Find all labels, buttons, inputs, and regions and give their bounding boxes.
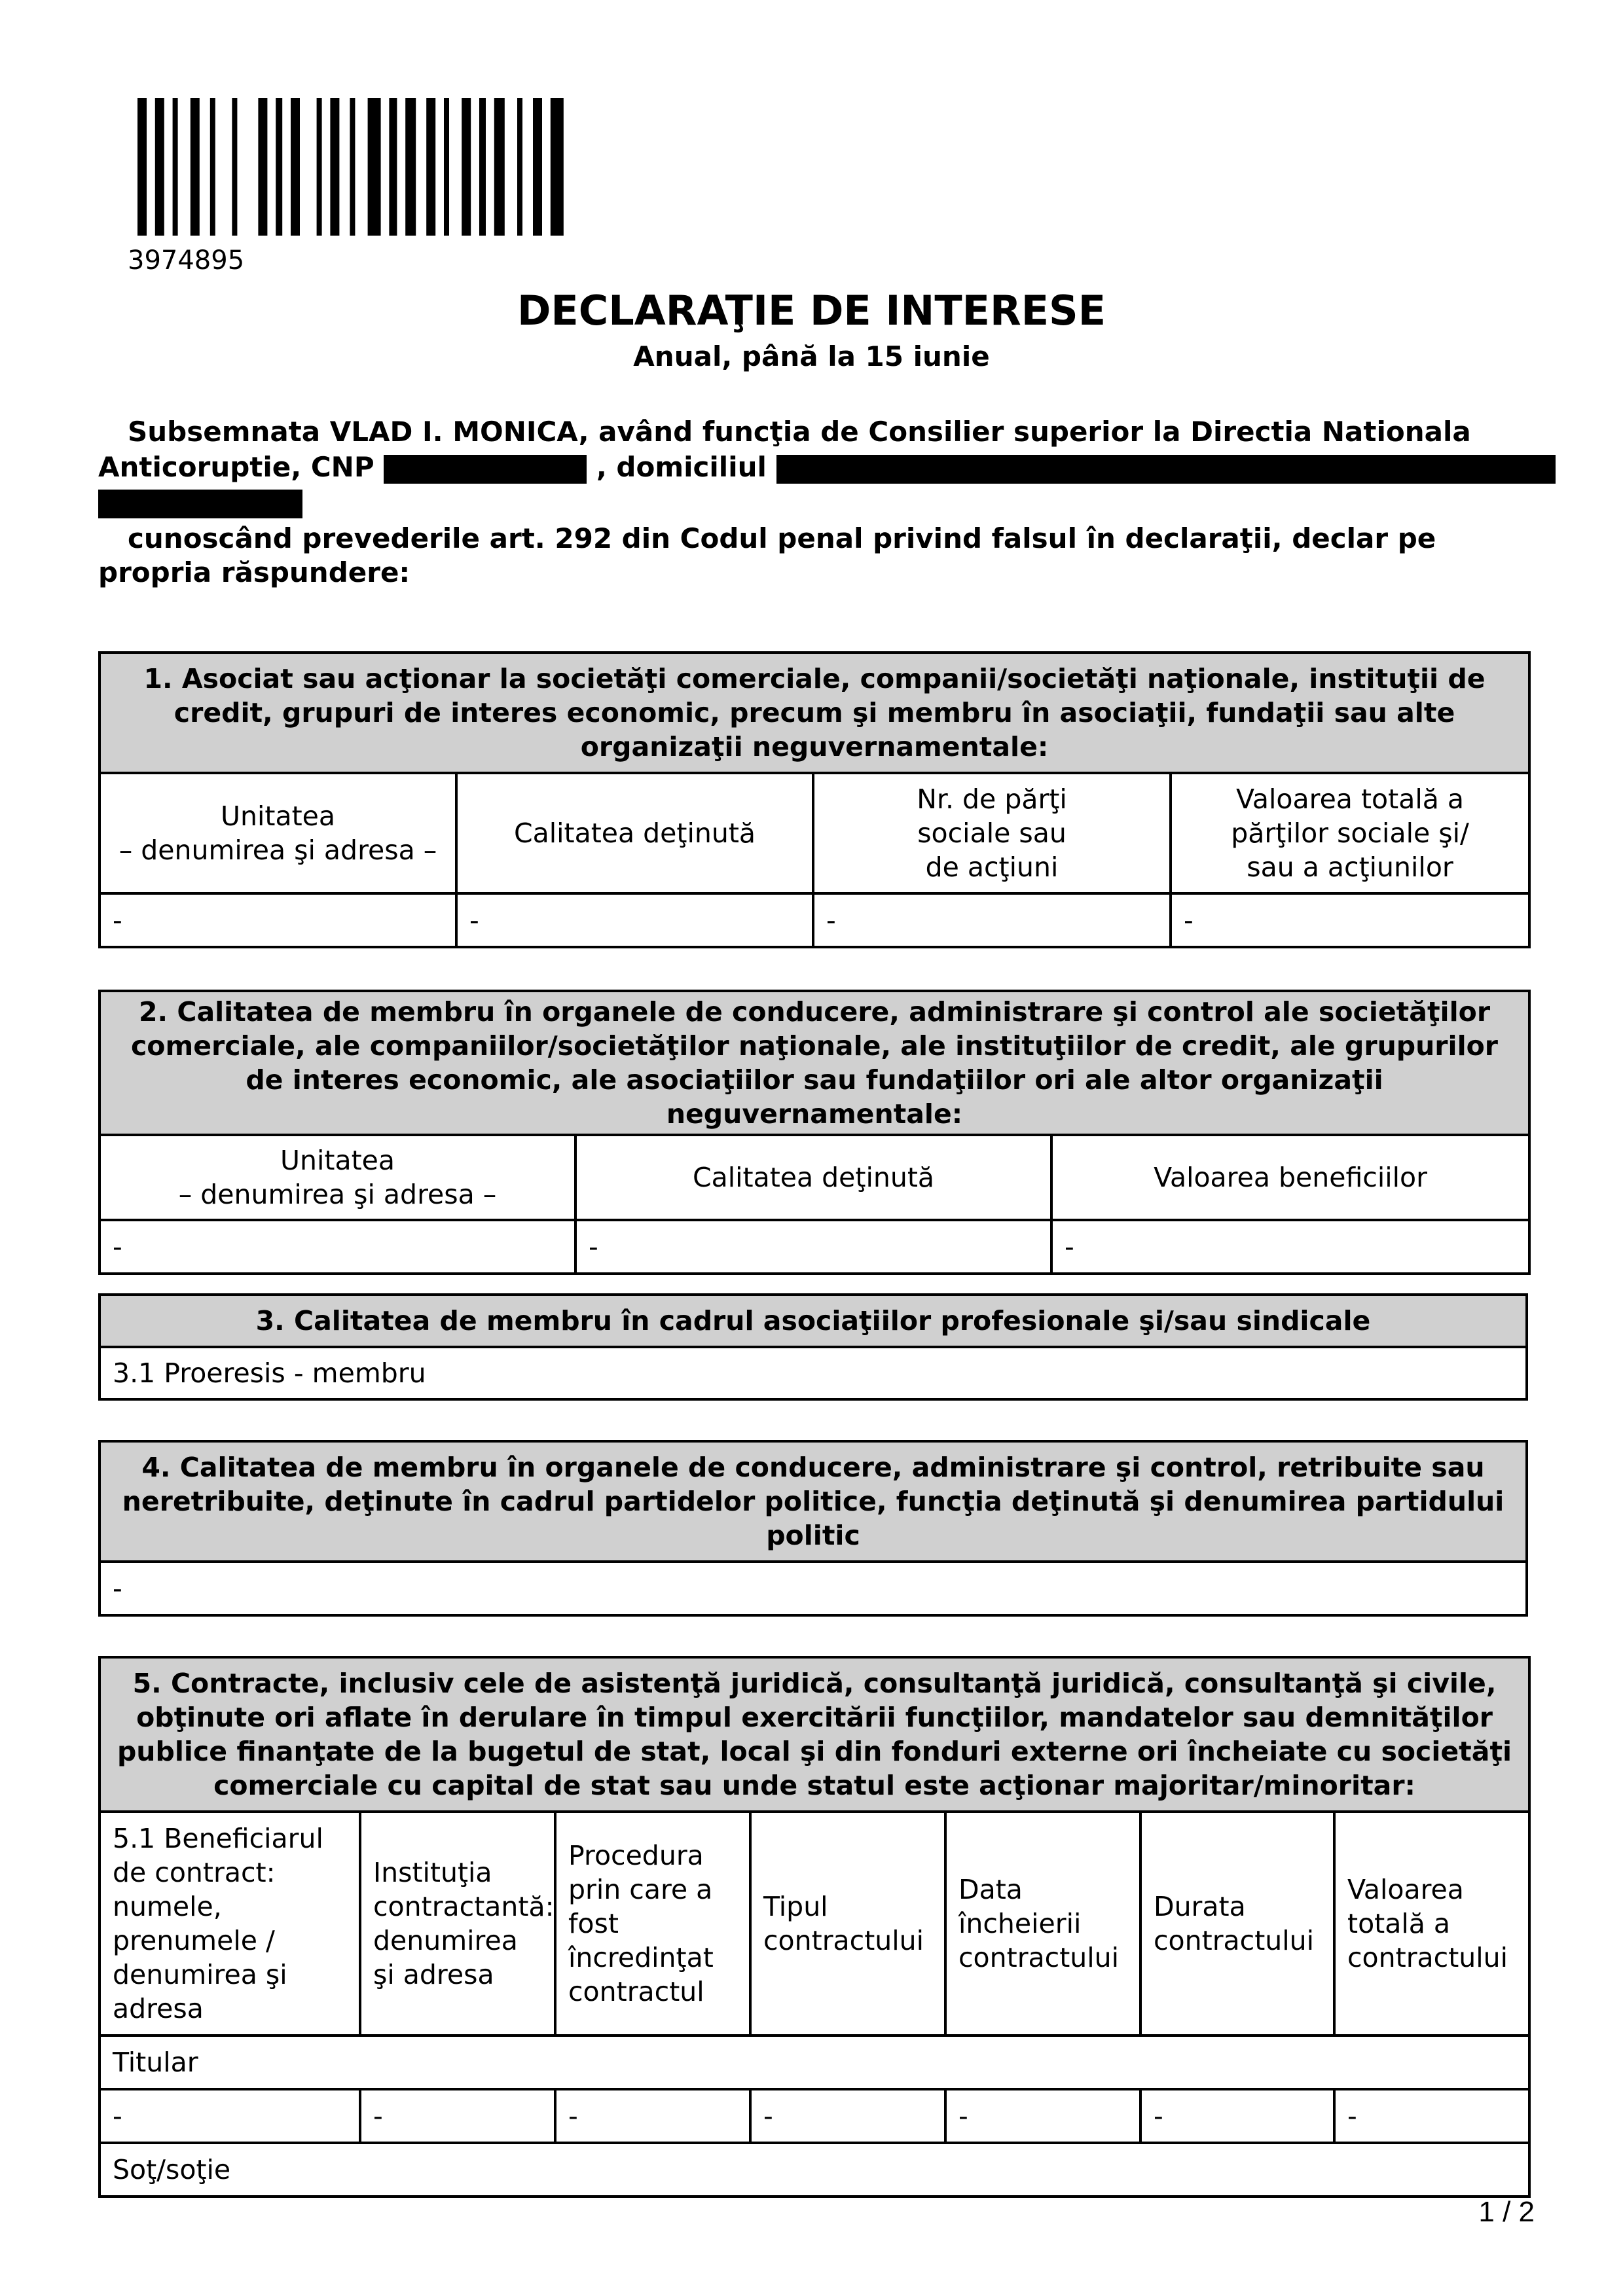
s5-cell: -	[750, 2089, 945, 2143]
page-subtitle: Anual, până la 15 iunie	[633, 340, 990, 372]
s1-cell: -	[813, 893, 1171, 947]
domiciliu-label: , domiciliul	[596, 451, 767, 483]
s2-col-valoarea: Valoarea beneficiilor	[1051, 1135, 1529, 1220]
section-5-header: 5. Contracte, inclusiv cele de asistenţă juridică, consultanţă juridică, consultanţă şi civile, obţinute ori aflate în derulare în timpul exercitării funcţiilor, mandatelor sau demnităţilor publice finanţate de la bugetul de stat, local şi din fonduri externe ori încheiate cu societăţi comerciale cu capital de stat sau unde statul este acţionar majoritar/minoritar:	[100, 1657, 1529, 1812]
intro-line-2	[98, 450, 1556, 484]
section-1-table	[98, 651, 1531, 948]
s1-col-unitatea: Unitatea – denumirea şi adresa –	[100, 773, 456, 893]
s1-col-calitatea: Calitatea deţinută	[456, 773, 813, 893]
section-5-table	[98, 1656, 1531, 2198]
cnp-label: Anticoruptie, CNP	[98, 451, 374, 483]
s5-col-valoarea: Valoarea totală a contractului	[1334, 1812, 1529, 2036]
s2-cell: -	[1051, 1220, 1529, 1274]
section-2-table	[98, 990, 1531, 1275]
section-3-header: 3. Calitatea de membru în cadrul asociaţiilor profesionale şi/sau sindicale	[100, 1295, 1527, 1347]
s1-col-valoarea: Valoarea totală a părţilor sociale şi/ sau a acţiunilor	[1171, 773, 1529, 893]
s5-col-procedura: Procedura prin care a fost încredinţat contractul	[555, 1812, 750, 2036]
s5-col-durata: Durata contractului	[1140, 1812, 1334, 2036]
address-redaction-cont	[98, 490, 302, 518]
s1-cell: -	[100, 893, 456, 947]
s1-cell: -	[1171, 893, 1529, 947]
page-number: 1 / 2	[1478, 2196, 1535, 2228]
s5-cell: -	[1140, 2089, 1334, 2143]
address-redaction	[776, 455, 1556, 484]
cnp-redaction	[384, 455, 587, 484]
s2-col-calitatea: Calitatea deţinută	[575, 1135, 1051, 1220]
s5-col-tipul: Tipul contractului	[750, 1812, 945, 2036]
s1-col-nr-parti: Nr. de părţi sociale sau de acţiuni	[813, 773, 1171, 893]
s3-row: 3.1 Proeresis - membru	[100, 1347, 1527, 1399]
section-2-header: 2. Calitatea de membru în organele de conducere, administrare şi control ale societăţilor comerciale, ale companiilor/societăţilor naţionale, ale instituţiilor de credit, ale grupurilor de interes economic, ale asociaţiilor sau fundaţiilor ori ale altor organizaţii neguvernamentale:	[100, 991, 1529, 1135]
s5-sot: Soţ/soţie	[100, 2143, 1529, 2197]
s5-col-beneficiar: 5.1 Beneficiarul de contract: numele, prenumele / denumirea şi adresa	[100, 1812, 360, 2036]
barcode	[137, 98, 884, 236]
intro-line-3: cunoscând prevederile art. 292 din Codul penal privind falsul în declaraţii, declar pe propria răspundere:	[98, 522, 1436, 588]
s2-col-unitatea: Unitatea – denumirea şi adresa –	[100, 1135, 575, 1220]
s5-cell: -	[100, 2089, 360, 2143]
s5-titular: Titular	[100, 2036, 1529, 2089]
page-title: DECLARAŢIE DE INTERESE	[517, 287, 1106, 334]
section-3-table	[98, 1293, 1528, 1401]
intro-line-1: Subsemnata VLAD I. MONICA, având funcţia de Consilier superior la Directia Nationala	[128, 416, 1471, 448]
s5-cell: -	[555, 2089, 750, 2143]
s5-col-data: Data încheierii contractului	[945, 1812, 1140, 2036]
s4-row: -	[100, 1562, 1527, 1615]
s5-cell: -	[360, 2089, 555, 2143]
section-4-table	[98, 1440, 1528, 1617]
s2-cell: -	[575, 1220, 1051, 1274]
s2-cell: -	[100, 1220, 575, 1274]
section-4-header: 4. Calitatea de membru în organele de conducere, administrare şi control, retribuite sau neretribuite, deţinute în cadrul partidelor politice, funcţia deţinută şi denumirea partidului politic	[100, 1441, 1527, 1562]
s5-cell: -	[1334, 2089, 1529, 2143]
s5-col-institutia: Instituţia contractantă: denumirea şi adresa	[360, 1812, 555, 2036]
s1-cell: -	[456, 893, 813, 947]
section-1-header: 1. Asociat sau acţionar la societăţi comerciale, companii/societăţi naţionale, instituţii de credit, grupuri de interes economic, precum şi membru în asociaţii, fundaţii sau alte organizaţii neguvernamentale:	[100, 653, 1529, 773]
barcode-number: 3974895	[128, 245, 245, 276]
s5-cell: -	[945, 2089, 1140, 2143]
